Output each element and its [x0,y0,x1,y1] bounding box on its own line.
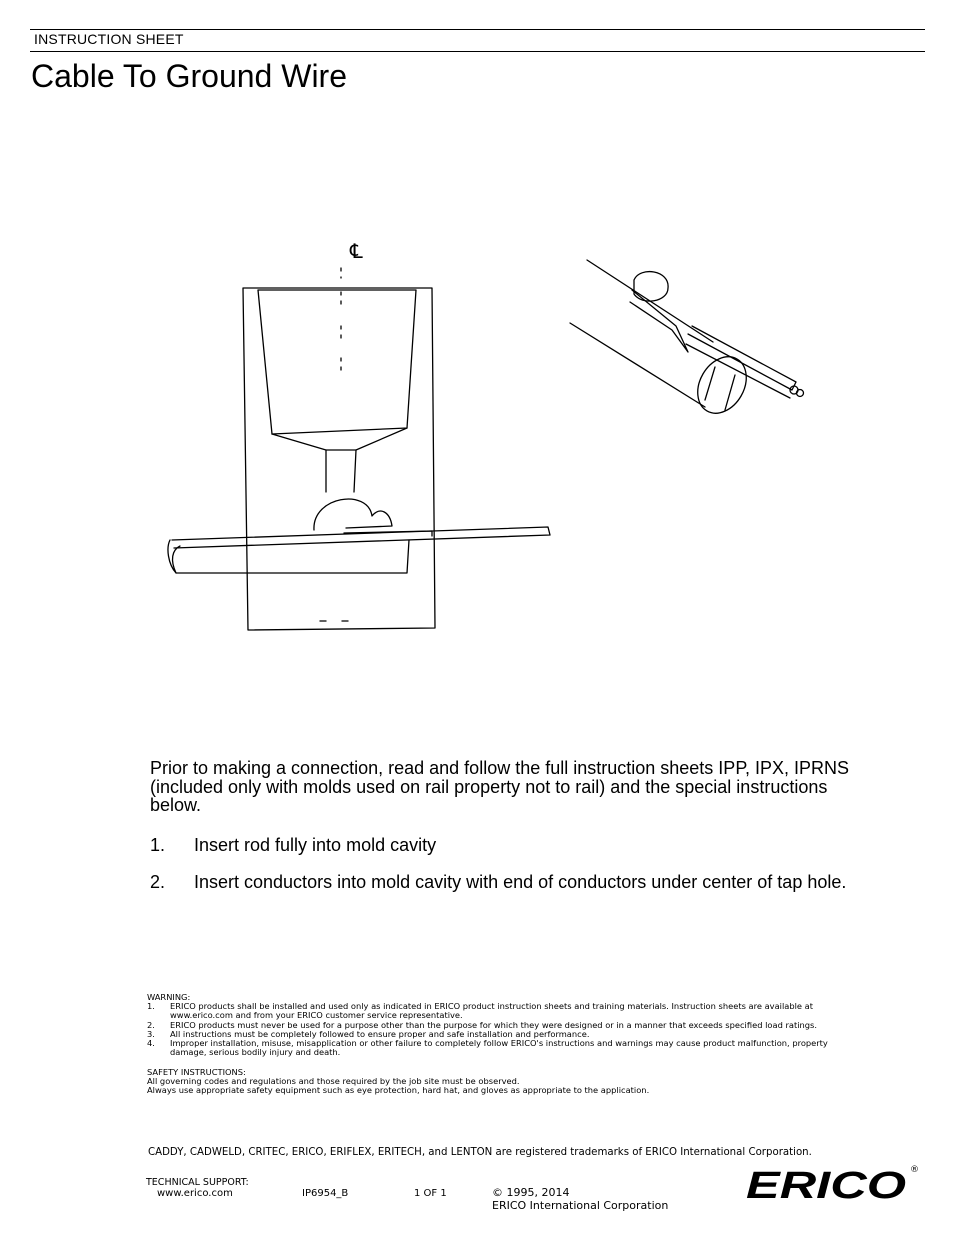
warning-number: 4. [147,1038,155,1049]
centerline-symbol: ℄ [350,239,363,263]
header-bottom-rule [30,51,925,52]
page-title: Cable To Ground Wire [31,58,347,94]
safety-line: Always use appropriate safety equipment such as eye protection, hard hat, and gloves as appropriate to the application. [147,1085,650,1096]
cable [172,527,550,548]
warning-text: www.erico.com and from your ERICO customer service representative. [170,1010,463,1021]
step-text: Insert rod fully into mold cavity [194,835,437,855]
warning-heading: WARNING: [147,992,191,1002]
logo-wordmark: ERICO [746,1165,906,1206]
step-number: 1. [150,835,166,855]
warning-block [147,993,887,1057]
mold-cross-section [168,239,550,630]
ground-rod [168,540,409,573]
warning-text: damage, serious bodily injury and death. [170,1047,341,1058]
copyright: © 1995, 2014 [492,1186,570,1199]
tap-hole [326,450,356,492]
warning-number: 1. [147,1001,155,1012]
safety-block [147,1068,887,1096]
completed-connection-view [570,260,804,422]
step-text: Insert conductors into mold cavity with end of conductors under center of tap hole. [194,872,847,892]
weld-cap [634,272,668,302]
document-type-label: INSTRUCTION SHEET [34,31,184,47]
rod-end-iso [688,348,756,422]
mold-body-outline [243,288,435,630]
weld-cavity [314,499,392,530]
erico-logo [742,1160,922,1206]
step-number: 2. [150,872,166,892]
mold-diagram [140,230,820,650]
page-number: 1 OF 1 [414,1188,447,1199]
warning-item-continuation [147,1048,887,1057]
warning-number: 3. [147,1028,155,1039]
tech-support-label: TECHNICAL SUPPORT: [146,1177,249,1188]
rod-end-hatch [705,367,735,410]
company-name: ERICO International Corporation [492,1199,669,1212]
document-number: IP6954_B [302,1188,349,1199]
registered-mark: ® [910,1165,919,1175]
safety-heading: SAFETY INSTRUCTIONS: [147,1067,246,1077]
warning-text: ERICO products shall be installed and used only as indicated in ERICO product instruction sheets and training materials. Instruction sheets are available at [170,1001,814,1012]
header-top-rule [30,29,925,30]
safety-line: All governing codes and regulations and those required by the job site must be observed. [147,1076,520,1087]
intro-paragraph: Prior to making a connection, read and follow the full instruction sheets IPP, IPX, IPRNS (included only with molds used on rail property not to rail) and the special instructions below. [150,758,850,815]
warning-number: 2. [147,1019,155,1030]
warning-text: All instructions must be completely followed to ensure proper and safe installation and performance. [170,1028,590,1039]
warning-text: ERICO products must never be used for a purpose other than the purpose for which they were designed or in a manner that exceeds specified load ratings. [170,1019,818,1030]
trademarks-notice: CADDY, CADWELD, CRITEC, ERICO, ERIFLEX, ERITECH, and LENTON are registered trademarks of ERICO International Corporation. [148,1147,812,1158]
ground-rod-iso [570,323,705,407]
tech-support-link[interactable]: www.erico.com [157,1188,233,1199]
warning-text: Improper installation, misuse, misapplication or other failure to completely follow ERICO's instructions and warnings may cause product malfunction, property [170,1038,828,1049]
crucible [258,290,416,434]
